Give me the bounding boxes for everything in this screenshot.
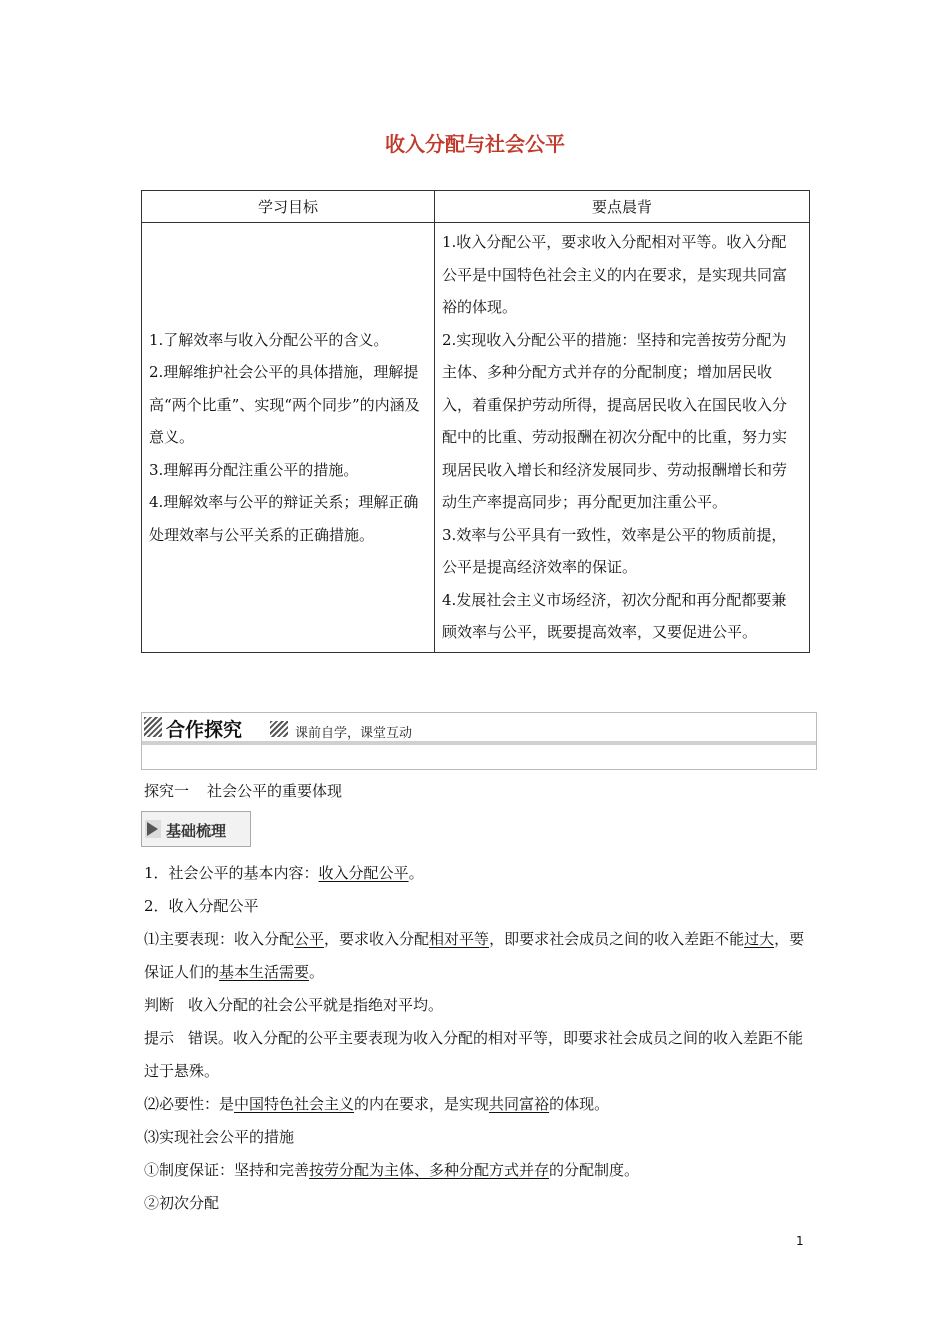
paragraph: ②初次分配 bbox=[144, 1194, 220, 1212]
keypoint-item: 1.收入分配公平，要求收入分配相对平等。收入分配公平是中国特色社会主义的内在要求，是实现共同富裕的体现。 bbox=[442, 233, 788, 316]
keypoint-item: 4.发展社会主义市场经济，初次分配和再分配都要兼顾效率与公平，既要提高效率，又要促进公平。 bbox=[442, 590, 787, 641]
basic-review-tag bbox=[141, 811, 251, 847]
goal-item: 1.了解效率与收入分配公平的含义。 bbox=[149, 330, 389, 349]
goal-item: 2.理解维护社会公平的具体措施，理解提高“两个比重”、实现“两个同步”的内涵及意义。 bbox=[149, 363, 420, 446]
section-heading bbox=[144, 780, 342, 801]
goals-cell bbox=[142, 223, 435, 653]
table-header-goals: 学习目标 bbox=[142, 191, 435, 223]
play-arrow-glyph bbox=[147, 822, 158, 836]
hatch-decoration-icon bbox=[270, 721, 288, 737]
banner-heading: 合作探究 bbox=[166, 719, 243, 741]
banner-subtitle: 课前自学，课堂互动 bbox=[295, 726, 413, 741]
tag-label: 基础梳理 bbox=[166, 822, 227, 840]
goals-table bbox=[141, 190, 810, 653]
paragraph: ⑵必要性：是中国特色社会主义的内在要求，是实现共同富裕的体现。 bbox=[144, 1095, 610, 1113]
banner-stripe bbox=[142, 741, 816, 745]
goal-item: 4.理解效率与公平的辩证关系；理解正确处理效率与公平关系的正确措施。 bbox=[149, 493, 419, 544]
hint-paragraph: 提示 错误。收入分配的公平主要表现为收入分配的相对平等，即要求社会成员之间的收入差距不能过于悬殊。 bbox=[144, 1029, 804, 1080]
hatch-decoration-icon bbox=[144, 717, 162, 737]
main-content bbox=[144, 857, 810, 1220]
section-label: 探究一 bbox=[144, 782, 190, 800]
table-header-keypoints: 要点晨背 bbox=[435, 191, 810, 223]
paragraph: 1．社会公平的基本内容：收入分配公平。 bbox=[144, 864, 424, 882]
keypoint-item: 3.效率与公平具有一致性，效率是公平的物质前提，公平是提高经济效率的保证。 bbox=[442, 525, 787, 576]
goal-item: 3.理解再分配注重公平的措施。 bbox=[149, 460, 359, 479]
paragraph: ⑶实现社会公平的措施 bbox=[144, 1128, 295, 1146]
judge-paragraph: 判断 收入分配的社会公平就是指绝对平均。 bbox=[144, 996, 444, 1014]
paragraph: ⑴主要表现：收入分配公平，要求收入分配相对平等，即要求社会成员之间的收入差距不能过大，要保证人们的基本生活需要。 bbox=[144, 930, 805, 981]
keypoint-item: 2.实现收入分配公平的措施：坚持和完善按劳分配为主体、多种分配方式并存的分配制度；增加居民收入，着重保护劳动所得，提高居民收入在国民收入分配中的比重、劳动报酬在初次分配中的比重，努力实现居民收入增长和经济发展同步、劳动报酬增长和劳动生产率提高同步；再分配更加注重公平。 bbox=[442, 330, 788, 511]
section-title: 社会公平的重要体现 bbox=[207, 782, 343, 800]
page-number: 1 bbox=[796, 1234, 804, 1248]
keypoints-cell bbox=[435, 223, 810, 653]
page-title: 收入分配与社会公平 bbox=[385, 132, 565, 156]
section-banner bbox=[141, 712, 817, 770]
paragraph: ①制度保证：坚持和完善按劳分配为主体、多种分配方式并存的分配制度。 bbox=[144, 1161, 640, 1179]
paragraph: 2．收入分配公平 bbox=[144, 897, 259, 915]
